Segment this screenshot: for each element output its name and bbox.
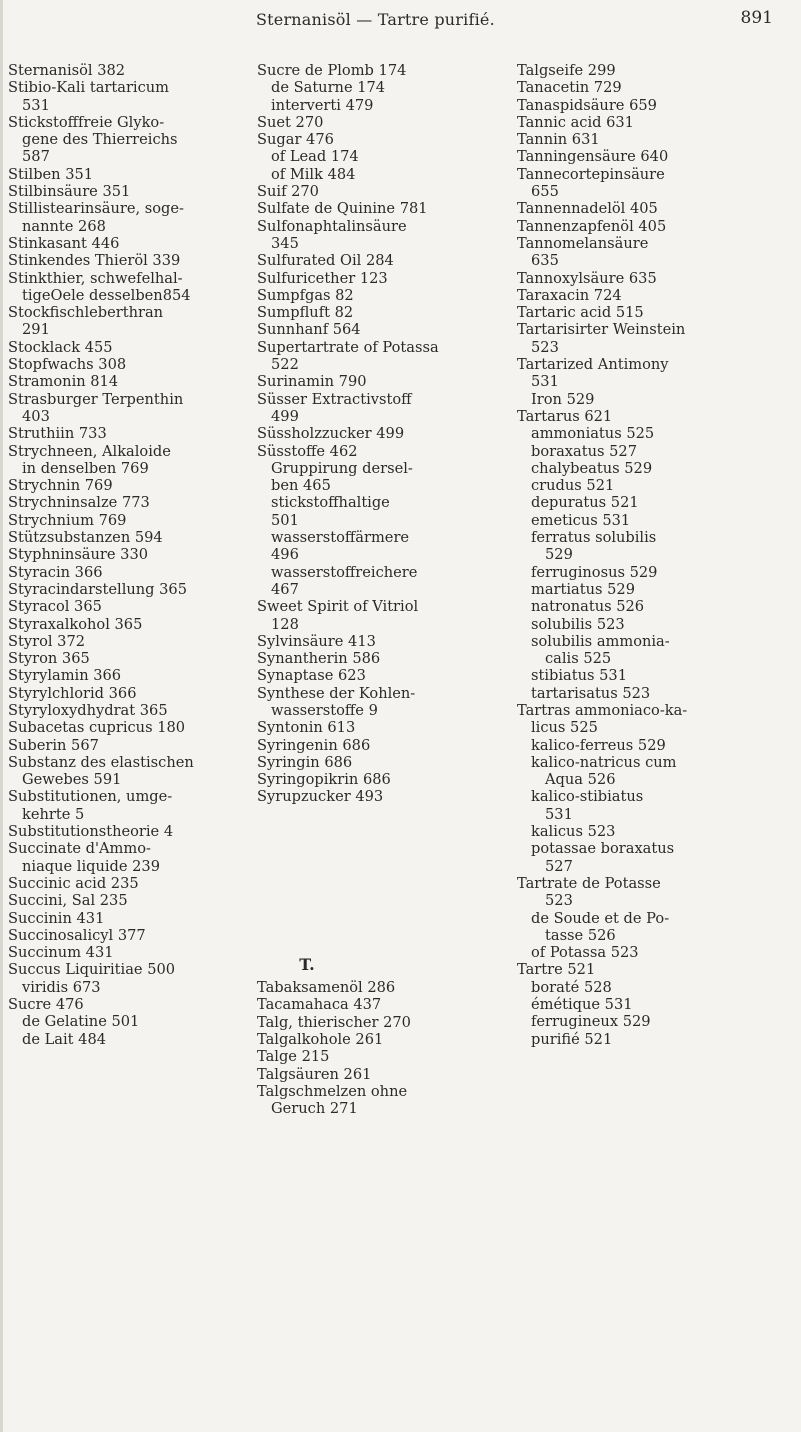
index-entry: Sumpfluft 82 — [257, 304, 354, 322]
index-entry: Talgsäuren 261 — [257, 1065, 372, 1083]
index-entry: licus 525 — [531, 719, 598, 737]
index-entry: Tartrate de Potasse — [517, 874, 661, 892]
index-entry: ferruginosus 529 — [531, 563, 658, 581]
index-entry: 522 — [271, 356, 299, 374]
index-entry: interverti 479 — [271, 96, 374, 114]
index-entry: Strychneen, Alkaloide — [8, 442, 171, 460]
index-entry: Syntonin 613 — [257, 719, 356, 737]
section-letter: T. — [299, 954, 315, 974]
index-column-3 — [517, 62, 767, 1048]
index-entry: Stinkthier, schwefelhal- — [8, 269, 183, 287]
index-entry: Sucre de Plomb 174 — [257, 62, 407, 79]
index-entry: Synantherin 586 — [257, 650, 381, 668]
index-entry: Stilbinsäure 351 — [8, 183, 131, 201]
index-entry: Aqua 526 — [545, 771, 616, 789]
index-entry: Styracindarstellung 365 — [8, 580, 188, 598]
index-entry: 635 — [531, 252, 559, 270]
index-entry: Stinkendes Thieröl 339 — [8, 252, 181, 270]
index-entry: nannte 268 — [22, 217, 106, 235]
index-entry: Sunnhanf 564 — [257, 321, 361, 339]
index-entry: wasserstoffärmere — [271, 529, 410, 547]
index-entry: Syrupzucker 493 — [257, 788, 384, 806]
index-entry: Sylvinsäure 413 — [257, 632, 376, 650]
index-entry: martiatus 529 — [531, 580, 635, 598]
index-entry: 523 — [531, 338, 559, 356]
index-entry: chalybeatus 529 — [531, 459, 653, 477]
index-entry: in denselben 769 — [22, 459, 149, 477]
index-entry: 523 — [545, 892, 573, 910]
index-entry: Tartarisirter Weinstein — [517, 321, 686, 339]
index-entry: kalicus 523 — [531, 823, 616, 841]
index-entry: Sucre 476 — [8, 996, 84, 1014]
index-entry: emeticus 531 — [531, 511, 631, 529]
index-entry: 587 — [22, 148, 50, 166]
index-entry: Stockfischleberthran — [8, 304, 164, 322]
index-entry: Sulfuricether 123 — [257, 269, 388, 287]
index-entry: Supertartrate of Potassa — [257, 338, 439, 356]
index-entry: Tannenzapfenöl 405 — [517, 217, 667, 235]
index-entry: 531 — [531, 373, 559, 391]
index-entry: Suif 270 — [257, 183, 319, 201]
index-entry: ben 465 — [271, 477, 331, 495]
index-entry: Tartre 521 — [517, 961, 596, 979]
index-entry: Styraxalkohol 365 — [8, 615, 143, 633]
index-entry: stickstoffhaltige — [271, 494, 390, 512]
index-entry: wasserstoffe 9 — [271, 701, 378, 719]
index-entry: Syringenin 686 — [257, 736, 371, 754]
index-entry: 496 — [271, 546, 299, 564]
index-entry: Iron 529 — [531, 390, 595, 408]
index-entry: 527 — [545, 857, 573, 875]
index-entry: Syringopikrin 686 — [257, 771, 391, 789]
index-entry: solubilis ammonia- — [531, 632, 670, 650]
index-entry: Styrylamin 366 — [8, 667, 122, 685]
index-entry: boraxatus 527 — [531, 442, 637, 460]
index-entry: 403 — [22, 407, 50, 425]
index-entry: Talg, thierischer 270 — [257, 1013, 411, 1031]
index-entry: ferratus solubilis — [531, 529, 657, 547]
index-entry: crudus 521 — [531, 477, 615, 495]
index-entry: Tannomelansäure — [517, 234, 649, 252]
index-entry: 531 — [545, 805, 573, 823]
index-entry: Syringin 686 — [257, 753, 353, 771]
index-entry: Substitutionen, umge- — [8, 788, 173, 806]
index-entry: Tanacetin 729 — [517, 79, 622, 97]
index-entry: 345 — [271, 234, 299, 252]
index-entry: Gruppirung dersel- — [271, 459, 413, 477]
index-entry: Strychninsalze 773 — [8, 494, 150, 512]
index-entry: Synaptase 623 — [257, 667, 366, 685]
page-edge — [0, 0, 3, 1432]
index-entry: Succinum 431 — [8, 944, 114, 962]
index-entry: Struthiin 733 — [8, 425, 107, 443]
index-entry: Talgseife 299 — [517, 62, 616, 79]
index-entry: Tannic acid 631 — [517, 113, 634, 131]
index-entry: Subacetas cupricus 180 — [8, 719, 186, 737]
index-entry: Gewebes 591 — [22, 771, 122, 789]
index-entry: boraté 528 — [531, 978, 612, 996]
page-header — [0, 8, 801, 32]
index-entry: kehrte 5 — [22, 805, 85, 823]
index-entry: 655 — [531, 183, 559, 201]
index-entry: Succinate d'Ammo- — [8, 840, 151, 858]
index-entry: Tartarus 621 — [517, 407, 613, 425]
index-entry: Talgschmelzen ohne — [257, 1082, 408, 1100]
index-entry: 531 — [22, 96, 50, 114]
index-entry: kalico-ferreus 529 — [531, 736, 666, 754]
index-entry: viridis 673 — [22, 978, 101, 996]
index-entry: Stopfwachs 308 — [8, 356, 127, 374]
index-entry: Stickstofffreie Glyko- — [8, 113, 165, 131]
index-entry: Stibio-Kali tartaricum — [8, 79, 169, 97]
index-entry: natronatus 526 — [531, 598, 645, 616]
index-entry: Synthese der Kohlen- — [257, 684, 416, 702]
index-entry: Tartarized Antimony — [517, 356, 669, 374]
index-entry: purifié 521 — [531, 1030, 613, 1048]
index-entry: stibiatus 531 — [531, 667, 627, 685]
index-column-1 — [8, 62, 240, 1048]
index-entry: Talge 215 — [257, 1048, 330, 1066]
index-entry: émétique 531 — [531, 996, 633, 1014]
index-entry: Surinamin 790 — [257, 373, 367, 391]
index-entry: Sumpfgas 82 — [257, 286, 354, 304]
index-entry: Tannin 631 — [517, 131, 600, 149]
index-entry: gene des Thierreichs — [22, 131, 178, 149]
index-entry: de Lait 484 — [22, 1030, 107, 1048]
index-entry: Sweet Spirit of Vitriol — [257, 598, 419, 616]
index-entry: of Milk 484 — [271, 165, 356, 183]
index-entry: de Gelatine 501 — [22, 1013, 140, 1031]
index-entry: tigeOele desselben854 — [22, 286, 191, 304]
index-entry: Strychnium 769 — [8, 511, 127, 529]
index-entry: Strasburger Terpenthin — [8, 390, 184, 408]
index-entry: Succus Liquiritiae 500 — [8, 961, 176, 979]
index-entry: de Soude et de Po- — [531, 909, 670, 927]
index-entry: 128 — [271, 615, 299, 633]
index-entry: ammoniatus 525 — [531, 425, 655, 443]
index-entry: Substitutionstheorie 4 — [8, 823, 174, 841]
index-entry: kalico-stibiatus — [531, 788, 644, 806]
index-column-2 — [257, 62, 489, 1117]
index-entry: depuratus 521 — [531, 494, 639, 512]
index-entry: 499 — [271, 407, 299, 425]
index-entry: tasse 526 — [545, 926, 616, 944]
index-entry: Suberin 567 — [8, 736, 99, 754]
index-entry: Strychnin 769 — [8, 477, 113, 495]
index-entry: Sternanisöl 382 — [8, 62, 126, 79]
running-head: Sternanisöl — Tartre purifié. — [256, 10, 495, 29]
index-entry: Tanaspidsäure 659 — [517, 96, 657, 114]
page-number: 891 — [740, 8, 773, 28]
index-entry: Substanz des elastischen — [8, 753, 194, 771]
index-entry: 467 — [271, 580, 299, 598]
index-entry: Tacamahaca 437 — [257, 996, 382, 1014]
index-entry: Talgalkohole 261 — [257, 1030, 384, 1048]
index-entry: Sulfonaphtalinsäure — [257, 217, 407, 235]
index-entry: of Potassa 523 — [531, 944, 639, 962]
index-entry: Stocklack 455 — [8, 338, 113, 356]
index-entry: Succinin 431 — [8, 909, 105, 927]
index-entry: Tartras ammoniaco-ka- — [517, 701, 688, 719]
index-entry: Sulfate de Quinine 781 — [257, 200, 428, 218]
index-entry: Succinosalicyl 377 — [8, 926, 146, 944]
index-entry: Stilben 351 — [8, 165, 94, 183]
index-entry: Styron 365 — [8, 650, 90, 668]
index-entry: Stramonin 814 — [8, 373, 119, 391]
index-entry: Succini, Sal 235 — [8, 892, 128, 910]
index-entry: Succinic acid 235 — [8, 874, 139, 892]
index-entry: of Lead 174 — [271, 148, 359, 166]
index-entry: ferrugineux 529 — [531, 1013, 651, 1031]
index-entry: Tannoxylsäure 635 — [517, 269, 657, 287]
index-entry: solubilis 523 — [531, 615, 625, 633]
index-entry: tartarisatus 523 — [531, 684, 651, 702]
index-entry: Stillistearinsäure, soge- — [8, 200, 184, 218]
index-entry: 529 — [545, 546, 573, 564]
index-entry: Tannennadelöl 405 — [517, 200, 658, 218]
index-entry: Styryloxydhydrat 365 — [8, 701, 168, 719]
index-entry: de Saturne 174 — [271, 79, 386, 97]
index-entry: Sulfurated Oil 284 — [257, 252, 394, 270]
index-entry: Styphninsäure 330 — [8, 546, 149, 564]
index-entry: kalico-natricus cum — [531, 753, 677, 771]
index-entry: wasserstoffreichere — [271, 563, 418, 581]
index-entry: Geruch 271 — [271, 1100, 358, 1118]
index-entry: Tabaksamenöl 286 — [257, 979, 396, 997]
index-entry: Styracol 365 — [8, 598, 102, 616]
index-entry: Tartaric acid 515 — [517, 304, 644, 322]
index-entry: Stinkasant 446 — [8, 234, 120, 252]
index-entry: 291 — [22, 321, 50, 339]
index-entry: Stützsubstanzen 594 — [8, 529, 163, 547]
index-entry: potassae boraxatus — [531, 840, 675, 858]
index-entry: Sugar 476 — [257, 131, 334, 149]
index-entry: Süssholzzucker 499 — [257, 425, 405, 443]
index-entry: Suet 270 — [257, 113, 324, 131]
index-entry: niaque liquide 239 — [22, 857, 160, 875]
index-entry: Süsser Extractivstoff — [257, 390, 412, 408]
index-entry: Styracin 366 — [8, 563, 103, 581]
index-entry: Tanningensäure 640 — [517, 148, 669, 166]
index-entry: 501 — [271, 511, 299, 529]
index-entry: calis 525 — [545, 650, 612, 668]
index-entry: Süsstoffe 462 — [257, 442, 358, 460]
index-entry: Tannecortepinsäure — [517, 165, 665, 183]
index-entry: Styrylchlorid 366 — [8, 684, 137, 702]
index-entry: Styrol 372 — [8, 632, 86, 650]
index-entry: Taraxacin 724 — [517, 286, 622, 304]
